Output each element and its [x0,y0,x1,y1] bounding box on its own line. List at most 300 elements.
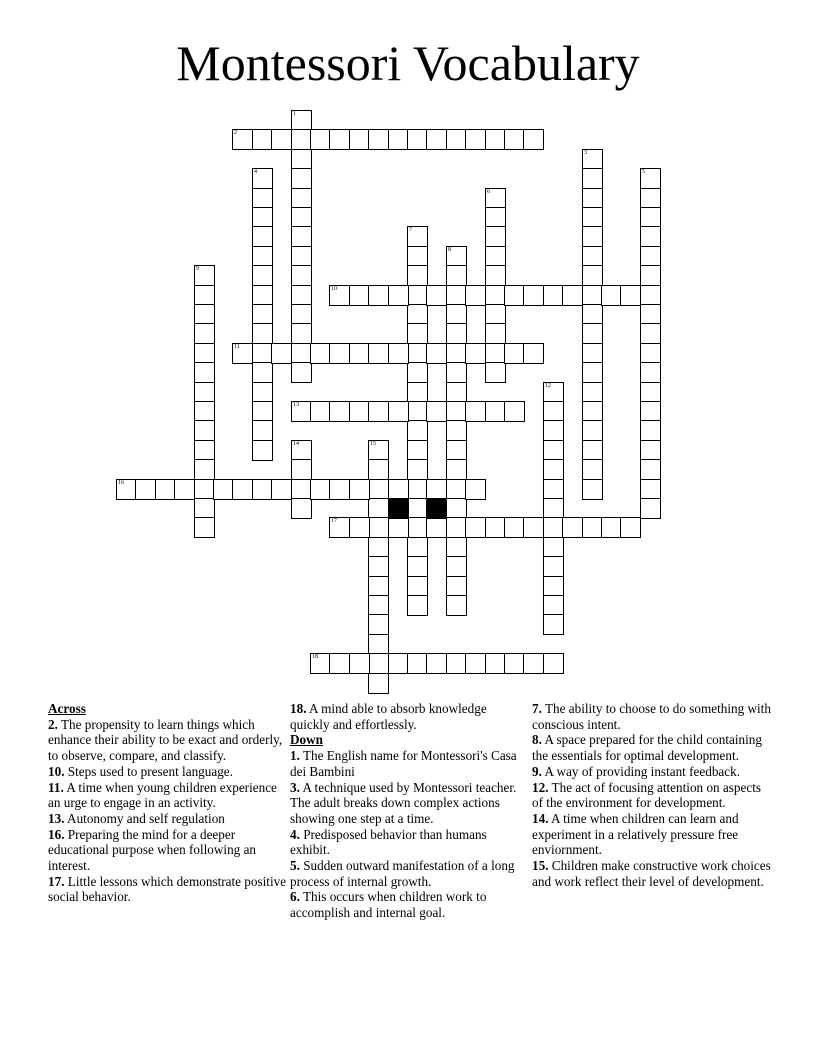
grid-cell[interactable] [543,614,564,635]
grid-cell[interactable] [640,420,661,441]
grid-cell[interactable] [368,479,389,500]
grid-cell[interactable] [368,595,389,616]
grid-cell[interactable] [446,517,467,538]
grid-cell[interactable] [329,343,350,364]
grid-cell[interactable] [291,207,312,228]
grid-cell[interactable] [407,537,428,558]
grid-cell[interactable] [543,517,564,538]
grid-cell[interactable] [446,440,467,461]
grid-cell[interactable] [329,479,350,500]
grid-cell[interactable] [310,401,331,422]
grid-cell[interactable] [194,479,215,500]
grid-cell[interactable] [271,479,292,500]
clue-number: 3 [584,150,587,156]
grid-cell[interactable] [252,401,273,422]
grid-cell[interactable] [446,129,467,150]
clue-number: 8 [448,247,451,253]
grid-cell[interactable] [116,479,137,500]
grid-cell[interactable] [407,401,428,422]
grid-cell[interactable] [485,304,506,325]
grid-cell[interactable] [349,479,370,500]
grid-cell[interactable] [465,285,486,306]
grid-cell[interactable] [504,129,525,150]
grid-cell[interactable] [291,498,312,519]
page-title: Montessori Vocabulary [176,35,640,91]
grid-cell[interactable] [252,226,273,247]
grid-cell[interactable] [446,595,467,616]
grid-cell[interactable] [523,285,544,306]
grid-cell[interactable] [504,401,525,422]
grid-cell[interactable] [252,129,273,150]
down-header: Down [290,732,323,748]
grid-cell[interactable] [291,226,312,247]
clue-text: Sudden outward manifestation of a long process of internal growth. [290,858,515,889]
grid-cell[interactable] [543,285,564,306]
grid-cell[interactable] [465,479,486,500]
grid-cell[interactable] [135,479,156,500]
grid-cell[interactable] [368,459,389,480]
grid-cell[interactable] [485,285,506,306]
grid-cell[interactable] [446,653,467,674]
grid-cell[interactable] [426,479,447,500]
grid-cell[interactable] [194,304,215,325]
grid-cell[interactable] [582,479,603,500]
grid-cell[interactable] [252,440,273,461]
grid-cell[interactable] [601,285,622,306]
grid-cell[interactable] [620,517,641,538]
grid-cell[interactable] [582,168,603,189]
grid-cell[interactable] [194,440,215,461]
grid-cell[interactable] [446,576,467,597]
grid-cell[interactable] [407,479,428,500]
clue-number-label: 2. [48,716,58,732]
clue-number-label: 16. [48,826,65,842]
grid-cell[interactable] [582,246,603,267]
grid-cell[interactable] [465,517,486,538]
grid-cell[interactable] [485,343,506,364]
grid-cell[interactable] [291,304,312,325]
grid-cell[interactable] [426,343,447,364]
clue-number-label: 15. [532,858,549,874]
clue-number-label: 17. [48,873,65,889]
clue-number: 14 [293,441,299,447]
grid-cell[interactable] [252,285,273,306]
grid-cell[interactable] [640,459,661,480]
clue-number: 17 [331,518,337,524]
down-clue [290,858,528,889]
grid-cell[interactable] [504,517,525,538]
grid-cell[interactable] [582,382,603,403]
clue-number: 1 [293,111,296,117]
grid-cell[interactable] [368,537,389,558]
grid-cell[interactable] [407,595,428,616]
clue-text: The act of focusing attention on aspects of the environment for development. [532,779,762,811]
grid-cell[interactable] [155,479,176,500]
grid-cell[interactable] [252,323,273,344]
grid-cell[interactable] [504,343,525,364]
grid-cell[interactable] [426,517,447,538]
grid-cell[interactable] [640,362,661,383]
grid-cell[interactable] [543,420,564,441]
grid-cell[interactable] [523,129,544,150]
grid-cell[interactable] [640,265,661,286]
grid-cell[interactable] [368,576,389,597]
grid-cell[interactable] [582,226,603,247]
grid-cell[interactable] [407,459,428,480]
grid-cell[interactable] [465,653,486,674]
grid-cell[interactable] [485,517,506,538]
across-clue [290,701,528,732]
clue-text: Preparing the mind for a deeper educational purpose when following an interest. [48,826,257,874]
clue-text: The ability to choose to do something with conscious intent. [532,701,771,732]
grid-cell[interactable] [368,673,389,694]
grid-cell[interactable] [407,265,428,286]
grid-cell[interactable] [640,285,661,306]
grid-cell[interactable] [407,343,428,364]
grid-cell[interactable] [388,479,409,500]
grid-cell[interactable] [388,653,409,674]
grid-cell[interactable] [407,226,428,247]
down-clue [290,748,528,779]
grid-cell[interactable] [446,420,467,441]
grid-cell[interactable] [194,401,215,422]
grid-cell[interactable] [465,401,486,422]
grid-cell[interactable] [349,517,370,538]
grid-cell[interactable] [485,188,506,209]
grid-cell[interactable] [291,323,312,344]
grid-cell[interactable] [543,537,564,558]
grid-cell[interactable] [252,479,273,500]
grid-cell[interactable] [349,343,370,364]
grid-cell[interactable] [640,323,661,344]
grid-cell[interactable] [640,304,661,325]
grid-cell[interactable] [329,129,350,150]
grid-cell[interactable] [523,343,544,364]
grid-cell[interactable] [407,653,428,674]
grid-cell[interactable] [640,401,661,422]
grid-cell[interactable] [291,168,312,189]
grid-cell[interactable] [368,498,389,519]
grid-cell[interactable] [194,362,215,383]
grid-cell[interactable] [407,440,428,461]
grid-cell[interactable] [446,323,467,344]
clue-number-label: 5. [290,858,300,874]
grid-cell[interactable] [252,420,273,441]
grid-cell[interactable] [640,440,661,461]
grid-cell[interactable] [291,246,312,267]
grid-cell[interactable] [349,129,370,150]
across-clue [48,764,288,780]
grid-cell[interactable] [582,459,603,480]
grid-cell[interactable] [582,207,603,228]
grid-cell[interactable] [252,382,273,403]
grid-cell[interactable] [426,653,447,674]
grid-cell[interactable] [582,343,603,364]
grid-cell[interactable] [582,401,603,422]
down-clue [532,732,772,763]
grid-cell[interactable] [426,285,447,306]
grid-cell[interactable] [252,188,273,209]
grid-cell[interactable] [310,653,331,674]
grid-cell[interactable] [232,129,253,150]
clue-text: A time when young children experience an urge to engage in an activity. [48,779,277,811]
grid-cell[interactable] [368,401,389,422]
clue-number: 12 [545,383,551,389]
grid-cell[interactable] [446,285,467,306]
clue-number-label: 3. [290,779,300,795]
grid-cell[interactable] [640,246,661,267]
grid-cell[interactable] [291,285,312,306]
grid-cell[interactable] [174,479,195,500]
grid-cell[interactable] [640,479,661,500]
grid-cell[interactable] [446,401,467,422]
grid-cell[interactable] [310,479,331,500]
clues-column-2 [290,701,528,921]
grid-cell[interactable] [252,265,273,286]
grid-cell[interactable] [407,129,428,150]
grid-cell[interactable] [640,498,661,519]
grid-cell[interactable] [446,265,467,286]
clue-number-label: 13. [48,810,65,826]
grid-cell[interactable] [368,614,389,635]
grid-cell[interactable] [329,401,350,422]
clue-text: The English name for Montessori's Casa dei Bambini [290,748,517,779]
clue-number: 9 [196,266,199,272]
grid-cell[interactable] [407,382,428,403]
grid-cell[interactable] [485,265,506,286]
grid-cell[interactable] [504,285,525,306]
grid-cell[interactable] [640,382,661,403]
grid-cell[interactable] [329,285,350,306]
grid-cell[interactable] [291,401,312,422]
clue-text: This occurs when children work to accomplish and internal goal. [290,889,487,921]
grid-cell[interactable] [582,304,603,325]
grid-cell[interactable] [485,362,506,383]
grid-cell[interactable] [426,401,447,422]
grid-cell[interactable] [446,498,467,519]
grid-cell[interactable] [407,362,428,383]
grid-cell[interactable] [407,323,428,344]
grid-cell[interactable] [194,498,215,519]
grid-cell[interactable] [485,653,506,674]
across-header: Across [48,701,86,716]
grid-cell[interactable] [407,498,428,519]
down-clue [532,858,772,889]
grid-cell[interactable] [543,498,564,519]
grid-cell[interactable] [194,382,215,403]
grid-cell[interactable] [504,653,525,674]
grid-cell[interactable] [368,129,389,150]
grid-cell[interactable] [291,343,312,364]
grid-cell[interactable] [582,285,603,306]
grid-cell[interactable] [271,129,292,150]
clue-number: 4 [254,169,257,175]
grid-cell[interactable] [368,634,389,655]
grid-cell[interactable] [465,129,486,150]
down-clue [532,780,772,811]
grid-cell[interactable] [446,556,467,577]
clue-number-label: 18. [290,701,307,716]
grid-cell[interactable] [485,226,506,247]
down-clue [290,889,528,920]
grid-cell[interactable] [640,168,661,189]
grid-cell[interactable] [640,188,661,209]
grid-cell[interactable] [388,517,409,538]
grid-cell[interactable] [388,129,409,150]
grid-cell[interactable] [232,479,253,500]
clue-text: Autonomy and self regulation [64,810,225,826]
clue-number: 5 [642,169,645,175]
across-clue [48,717,288,764]
grid-cell[interactable] [252,362,273,383]
clue-text: Children make constructive work choices and work reflect their level of development. [532,858,771,889]
clue-number-label: 7. [532,701,542,716]
grid-cell[interactable] [194,517,215,538]
grid-cell[interactable] [368,440,389,461]
grid-cell[interactable] [291,188,312,209]
grid-cell[interactable] [446,246,467,267]
grid-cell[interactable] [523,517,544,538]
grid-cell[interactable] [252,304,273,325]
grid-cell[interactable] [543,595,564,616]
grid-cell[interactable] [582,362,603,383]
grid-cell[interactable] [252,343,273,364]
grid-cell[interactable] [543,576,564,597]
grid-cell[interactable] [562,517,583,538]
grid-cell[interactable] [485,401,506,422]
grid-cell[interactable] [543,556,564,577]
clue-text: Little lessons which demonstrate positive social behavior. [48,873,287,905]
grid-cell[interactable] [252,246,273,267]
grid-cell[interactable] [446,459,467,480]
clue-text: A technique used by Montessori teacher. The adult breaks down complex actions showing one step at a time. [290,779,517,826]
grid-cell[interactable] [407,576,428,597]
grid-cell[interactable] [601,517,622,538]
clue-number: 16 [118,480,124,486]
grid-cell[interactable] [291,362,312,383]
grid-cell[interactable] [407,304,428,325]
grid-cell[interactable] [523,653,544,674]
grid-cell[interactable] [291,110,312,131]
grid-cell[interactable] [407,420,428,441]
grid-cell[interactable] [329,517,350,538]
grid-cell[interactable] [582,420,603,441]
grid-cell[interactable] [620,285,641,306]
grid-cell[interactable] [446,362,467,383]
grid-cell[interactable] [446,382,467,403]
grid-cell[interactable] [194,343,215,364]
grid-cell[interactable] [485,323,506,344]
grid-cell[interactable] [582,323,603,344]
grid-cell[interactable] [543,382,564,403]
grid-cell[interactable] [407,556,428,577]
clue-number-label: 11. [48,779,64,795]
grid-cell[interactable] [407,285,428,306]
clue-number-label: 4. [290,826,300,842]
grid-cell[interactable] [446,304,467,325]
clues-column-1 [48,701,288,905]
grid-cell[interactable] [291,459,312,480]
grid-cell[interactable] [543,401,564,422]
grid-cell[interactable] [252,168,273,189]
grid-cell[interactable] [349,401,370,422]
grid-cell[interactable] [543,440,564,461]
grid-cell[interactable] [291,129,312,150]
grid-cell[interactable] [640,207,661,228]
grid-cell[interactable] [543,653,564,674]
grid-cell[interactable] [446,479,467,500]
grid-cell[interactable] [485,207,506,228]
grid-cell[interactable] [543,479,564,500]
grid-cell[interactable] [368,517,389,538]
grid-cell[interactable] [310,343,331,364]
grid-cell[interactable] [349,285,370,306]
clue-number: 13 [293,402,299,408]
grid-cell[interactable] [291,149,312,170]
grid-cell[interactable] [368,653,389,674]
grid-cell[interactable] [252,207,273,228]
clue-number-label: 12. [532,779,549,795]
grid-cell[interactable] [407,517,428,538]
clue-text: The propensity to learn things which enhance their ability to be exact and orderly, to observe, compare, and classify. [48,716,283,764]
grid-cell[interactable] [194,285,215,306]
grid-cell[interactable] [640,226,661,247]
grid-cell[interactable] [407,246,428,267]
grid-cell[interactable] [310,129,331,150]
grid-cell[interactable] [582,265,603,286]
grid-cell[interactable] [640,343,661,364]
grid-cell[interactable] [194,323,215,344]
grid-cell[interactable] [213,479,234,500]
grid-cell[interactable] [426,129,447,150]
grid-cell[interactable] [485,246,506,267]
grid-cell[interactable] [194,265,215,286]
grid-cell[interactable] [446,537,467,558]
grid-cell[interactable] [368,343,389,364]
grid-cell[interactable] [291,265,312,286]
grid-cell[interactable] [582,517,603,538]
grid-cell[interactable] [562,285,583,306]
grid-cell[interactable] [349,653,370,674]
grid-cell[interactable] [582,440,603,461]
clue-number: 7 [409,227,412,233]
grid-cell[interactable] [388,401,409,422]
across-clue [48,874,288,905]
grid-cell[interactable] [368,556,389,577]
grid-cell[interactable] [232,343,253,364]
grid-cell[interactable] [291,440,312,461]
grid-cell[interactable] [271,343,292,364]
grid-cell[interactable] [446,343,467,364]
grid-cell[interactable] [291,479,312,500]
grid-cell[interactable] [465,343,486,364]
clue-number: 18 [312,654,318,660]
grid-cell[interactable] [368,285,389,306]
grid-cell[interactable] [582,188,603,209]
grid-cell[interactable] [582,149,603,170]
clue-number: 2 [234,130,237,136]
grid-cell[interactable] [329,653,350,674]
clue-text: Steps used to present language. [64,763,233,779]
clue-number-label: 10. [48,763,65,779]
grid-cell[interactable] [194,459,215,480]
grid-cell[interactable] [388,343,409,364]
grid-cell[interactable] [388,285,409,306]
grid-cell[interactable] [543,459,564,480]
across-clue [48,827,288,874]
grid-cell[interactable] [194,420,215,441]
grid-cell[interactable] [485,129,506,150]
